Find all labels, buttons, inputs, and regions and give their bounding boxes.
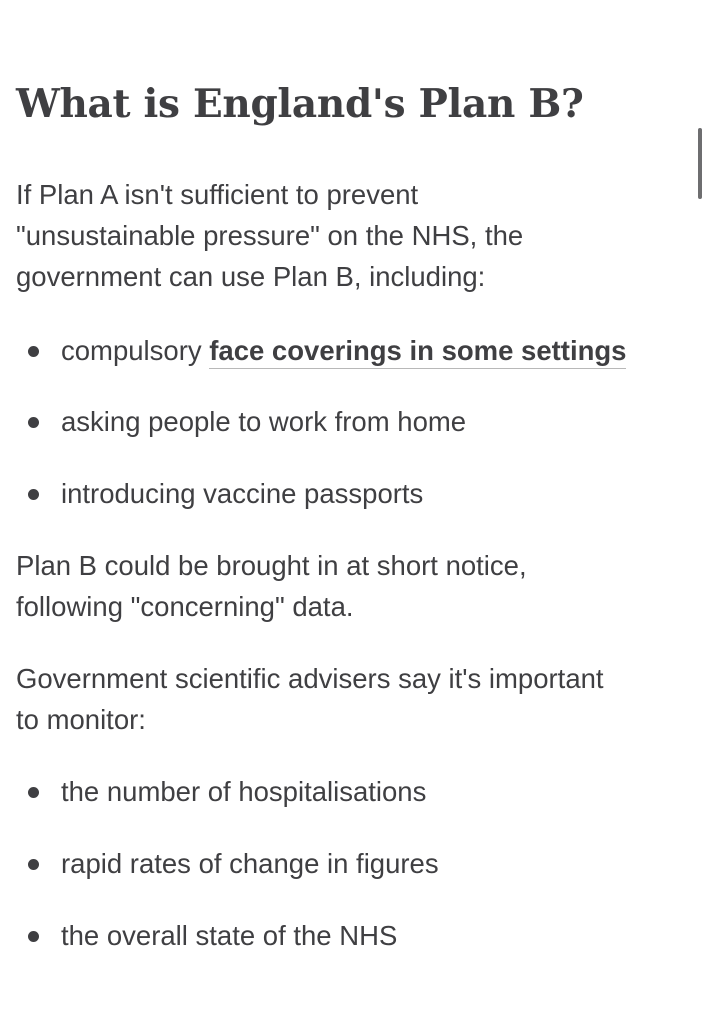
intro-line: If Plan A isn't sufficient to prevent [16,179,419,210]
article-heading: What is England's Plan B? [16,81,584,127]
advisers-line: to monitor: [16,704,146,735]
list-item-text: asking people to work from home [61,406,467,437]
bullet-icon [28,859,39,870]
bullet-icon [28,489,39,500]
advisers-paragraph [16,658,696,740]
bullet-icon [28,346,39,357]
list-item-text: the overall state of the NHS [61,920,398,951]
list-item-text: the number of hospitalisations [61,776,427,807]
bullet-icon [28,417,39,428]
intro-paragraph [16,174,696,297]
bullet-icon [28,931,39,942]
scrollbar-thumb[interactable] [698,128,702,199]
list-item-prefix: compulsory [61,335,210,366]
intro-line: government can use Plan B, including: [16,261,486,292]
face-coverings-link[interactable]: face coverings in some settings [209,335,626,369]
list-item-text [61,331,626,371]
notice-line: Plan B could be brought in at short notice, [16,550,527,581]
intro-line: "unsustainable pressure" on the NHS, the [16,220,524,251]
short-notice-paragraph [16,545,696,627]
notice-line: following "concerning" data. [16,591,354,622]
list-item-text: introducing vaccine passports [61,478,424,509]
bullet-icon [28,787,39,798]
advisers-line: Government scientific advisers say it's important [16,663,604,694]
list-item-text: rapid rates of change in figures [61,848,439,879]
